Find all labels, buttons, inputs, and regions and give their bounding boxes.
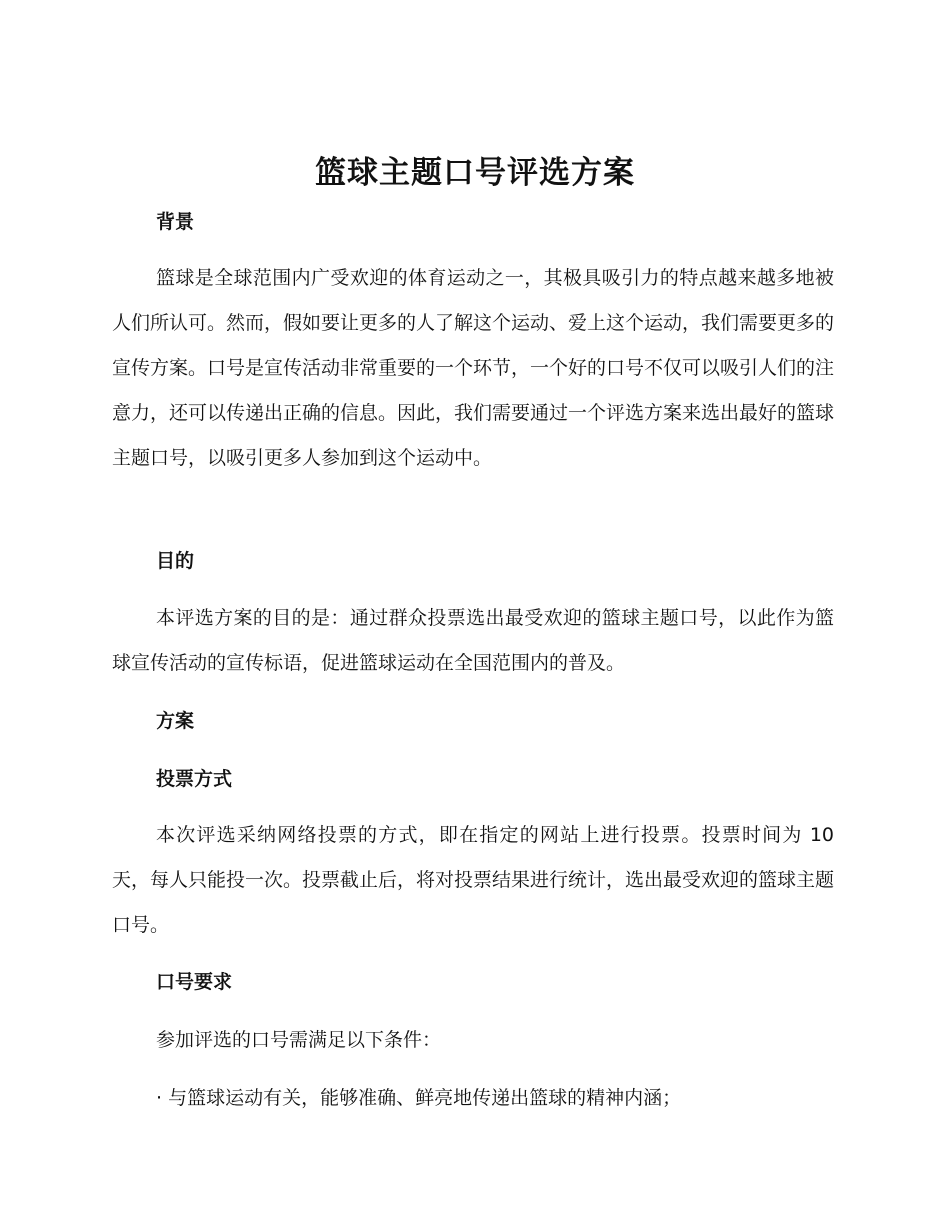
section-heading-requirements: 口号要求 bbox=[156, 971, 233, 993]
paragraph-purpose: 本评选方案的目的是：通过群众投票选出最受欢迎的篮球主题口号，以此作为篮球宣传活动的宣传标语，促进篮球运动在全国范围内的普及。 bbox=[112, 607, 834, 674]
paragraph-background: 篮球是全球范围内广受欢迎的体育运动之一，其极具吸引力的特点越来越多地被人们所认可。然而，假如要让更多的人了解这个运动、爱上这个运动，我们需要更多的宣传方案。口号是宣传活动非常重要的一个环节，一个好的口号不仅可以吸引人们的注意力，还可以传递出正确的信息。因此，我们需要通过一个评选方案来选出最好的篮球主题口号，以吸引更多人参加到这个运动中。 bbox=[112, 267, 835, 469]
section-heading-background: 背景 bbox=[156, 211, 195, 233]
paragraph-voting: 本次评选采纳网络投票的方式，即在指定的网站上进行投票。投票时间为 10 天，每人只能投一次。投票截止后，将对投票结果进行统计，选出最受欢迎的篮球主题口号。 bbox=[112, 824, 835, 936]
section-heading-voting: 投票方式 bbox=[156, 768, 233, 790]
requirement-item: · 与篮球运动有关，能够准确、鲜亮地传递出篮球的精神内涵； bbox=[156, 1087, 682, 1109]
document-title: 篮球主题口号评选方案 bbox=[315, 155, 635, 191]
section-heading-purpose: 目的 bbox=[156, 550, 195, 572]
section-heading-plan: 方案 bbox=[156, 710, 195, 732]
requirements-intro: 参加评选的口号需满足以下条件： bbox=[156, 1029, 442, 1051]
